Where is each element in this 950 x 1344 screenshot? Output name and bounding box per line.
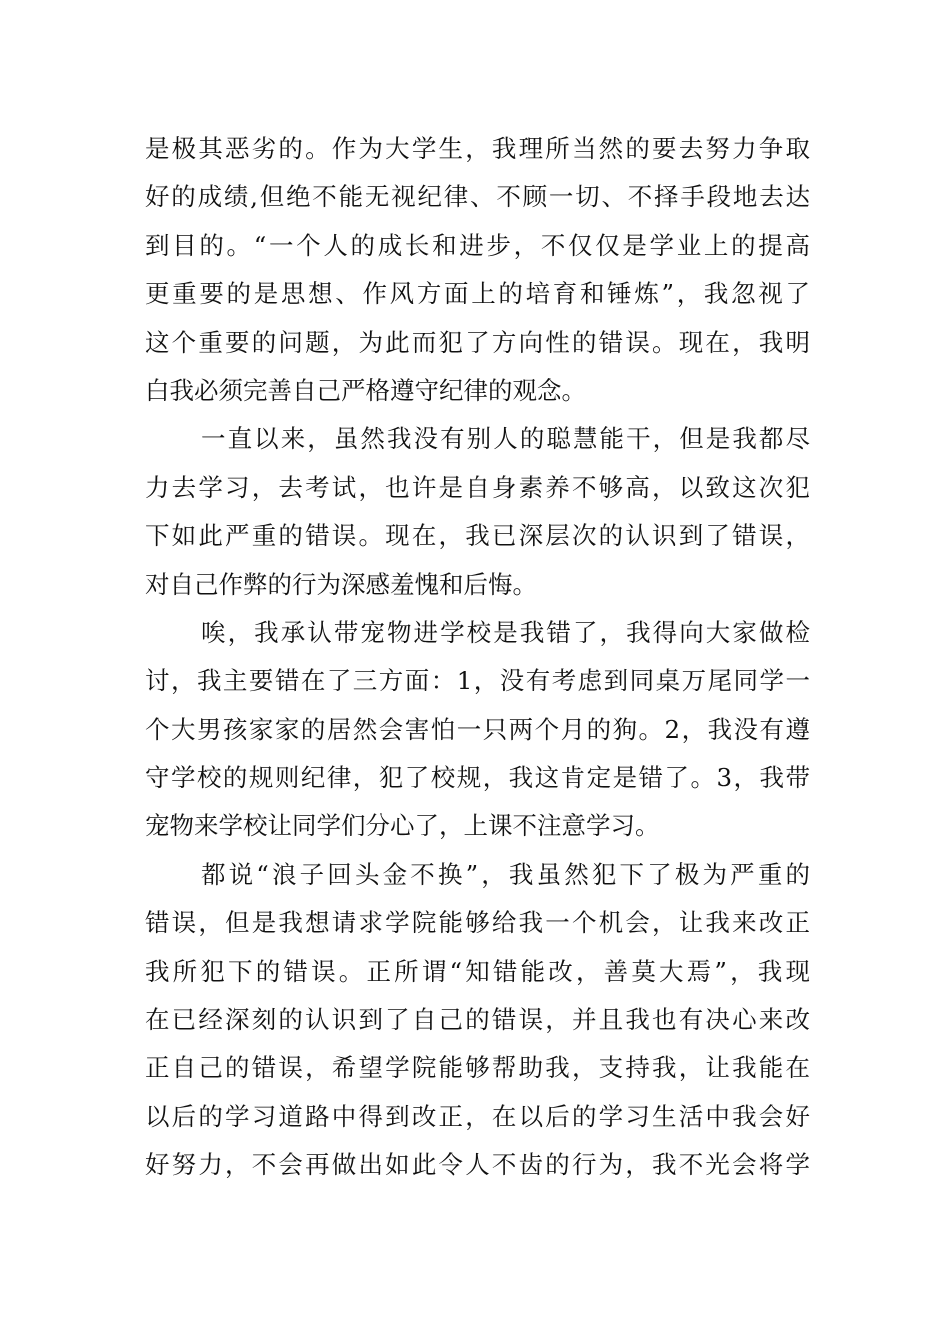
text-line: 一直以来，虽然我没有别人的聪慧能干，但是我都尽 (201, 424, 810, 454)
text-line: 是极其恶劣的。作为大学生，我理所当然的要去努力争取 (145, 134, 810, 163)
text-line: 个大男孩家家的居然会害怕一只两个月的狗。2，我没有遵 (145, 714, 810, 744)
text-line: 好努力，不会再做出如此令人不齿的行为，我不光会将学 (145, 1150, 810, 1180)
text-line: 在已经深刻的认识到了自己的错误，并且我也有决心来改 (145, 1005, 810, 1035)
text-line: 都说“浪子回头金不换”，我虽然犯下了极为严重的 (201, 859, 810, 889)
paragraph (145, 609, 810, 851)
text-line: 我所犯下的错误。正所谓“知错能改，善莫大焉”，我现 (145, 956, 810, 986)
body-text (145, 125, 810, 1190)
text-line: 到目的。“一个人的成长和进步，不仅仅是学业上的提高 (145, 230, 810, 260)
text-line: 错误，但是我想请求学院能够给我一个机会，让我来改正 (145, 908, 810, 938)
text-line: 下如此严重的错误。现在，我已深层次的认识到了错误， (145, 521, 810, 551)
text-line: 唉，我承认带宠物进学校是我错了，我得向大家做检 (201, 617, 810, 647)
paragraph (145, 851, 810, 1190)
paragraph (145, 415, 810, 609)
text-line: 讨，我主要错在了三方面：1，没有考虑到同桌万尾同学一 (145, 666, 810, 696)
text-line: 正自己的错误，希望学院能够帮助我，支持我，让我能在 (145, 1053, 810, 1083)
text-line: 守学校的规则纪律，犯了校规，我这肯定是错了。3，我带 (145, 763, 810, 793)
text-line: 宠物来学校让同学们分心了，上课不注意学习。 (145, 811, 660, 841)
text-line: 力去学习，去考试，也许是自身素养不够高，以致这次犯 (145, 472, 810, 502)
text-line: 好的成绩,但绝不能无视纪律、不顾一切、不择手段地去达 (145, 182, 810, 212)
paragraph (145, 125, 810, 415)
text-line: 对自己作弊的行为深感羞愧和后悔。 (145, 569, 537, 599)
text-line: 更重要的是思想、作风方面上的培育和锤炼”，我忽视了 (145, 279, 810, 309)
text-line: 白我必须完善自己严格遵守纪律的观念。 (145, 375, 586, 405)
text-line: 这个重要的问题，为此而犯了方向性的错误。现在，我明 (145, 327, 810, 357)
text-line: 以后的学习道路中得到改正，在以后的学习生活中我会好 (145, 1101, 810, 1131)
